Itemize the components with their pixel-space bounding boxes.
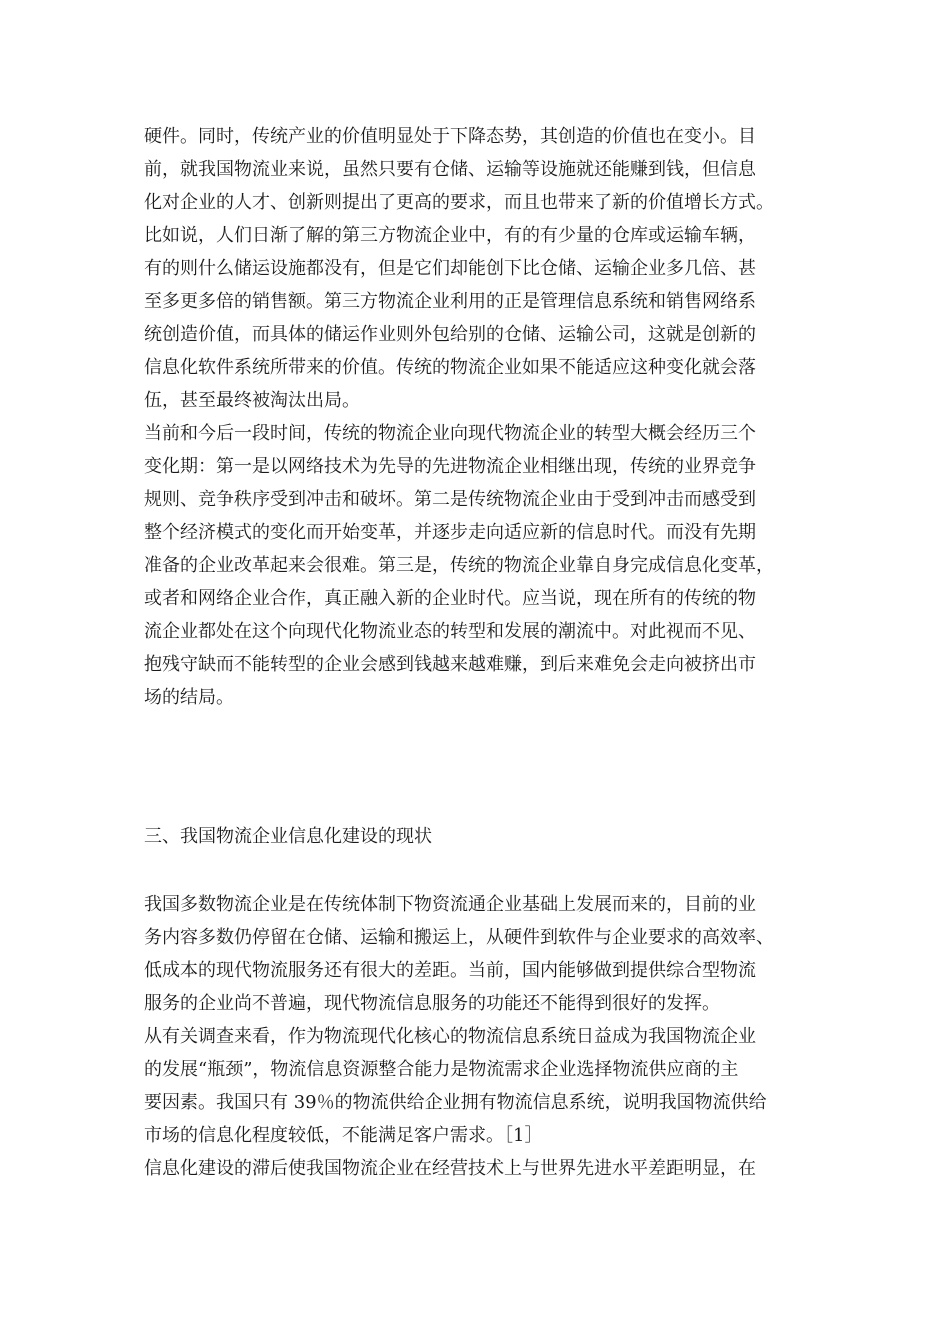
paragraph-block-2 (144, 888, 824, 1185)
text-line: 整个经济模式的变化而开始变革，并逐步走向适应新的信息时代。而没有先期 (144, 522, 756, 543)
text-line: 市场的信息化程度较低，不能满足客户需求。［1］ (144, 1125, 543, 1146)
text-line: 信息化建设的滞后使我国物流企业在经营技术上与世界先进水平差距明显，在 (144, 1158, 756, 1179)
text-line: 信息化软件系统所带来的价值。传统的物流企业如果不能适应这种变化就会落 (144, 357, 756, 378)
text-line: 或者和网络企业合作，真正融入新的企业时代。应当说，现在所有的传统的物 (144, 588, 756, 609)
text-line: 准备的企业改革起来会很难。第三是，传统的物流企业靠自身完成信息化变革， (144, 555, 774, 576)
text-line: 的发展“瓶颈”，物流信息资源整合能力是物流需求企业选择物流供应商的主 (144, 1059, 739, 1080)
text-line: 伍，甚至最终被淘汰出局。 (144, 390, 360, 411)
text-line: 至多更多倍的销售额。第三方物流企业利用的正是管理信息系统和销售网络系 (144, 291, 756, 312)
text-line: 务内容多数仍停留在仓储、运输和搬运上，从硬件到软件与企业要求的高效率、 (144, 927, 774, 948)
text-line: 流企业都处在这个向现代化物流业态的转型和发展的潮流中。对此视而不见、 (144, 621, 756, 642)
section-heading: 三、我国物流企业信息化建设的现状 (144, 826, 432, 847)
text-line: 抱残守缺而不能转型的企业会感到钱越来越难赚，到后来难免会走向被挤出市 (144, 654, 756, 675)
text-line: 要因素。我国只有 39％的物流供给企业拥有物流信息系统，说明我国物流供给 (144, 1092, 767, 1113)
text-line: 统创造价值，而具体的储运作业则外包给别的仓储、运输公司，这就是创新的 (144, 324, 756, 345)
text-line: 当前和今后一段时间，传统的物流企业向现代物流企业的转型大概会经历三个 (144, 423, 756, 444)
text-line: 硬件。同时，传统产业的价值明显处于下降态势，其创造的价值也在变小。目 (144, 126, 756, 147)
text-line: 低成本的现代物流服务还有很大的差距。当前，国内能够做到提供综合型物流 (144, 960, 756, 981)
text-line: 比如说，人们日渐了解的第三方物流企业中，有的有少量的仓库或运输车辆， (144, 225, 756, 246)
text-line: 有的则什么储运设施都没有，但是它们却能创下比仓储、运输企业多几倍、甚 (144, 258, 756, 279)
text-line: 服务的企业尚不普遍，现代物流信息服务的功能还不能得到很好的发挥。 (144, 993, 720, 1014)
text-line: 规则、竞争秩序受到冲击和破坏。第二是传统物流企业由于受到冲击而感受到 (144, 489, 756, 510)
text-line: 变化期：第一是以网络技术为先导的先进物流企业相继出现，传统的业界竞争 (144, 456, 756, 477)
text-line: 化对企业的人才、创新则提出了更高的要求，而且也带来了新的价值增长方式。 (144, 192, 774, 213)
text-line: 从有关调查来看，作为物流现代化核心的物流信息系统日益成为我国物流企业 (144, 1026, 756, 1047)
paragraph-block-1 (144, 120, 824, 714)
text-line: 场的结局。 (144, 687, 234, 708)
text-line: 我国多数物流企业是在传统体制下物资流通企业基础上发展而来的，目前的业 (144, 894, 756, 915)
text-line: 前，就我国物流业来说，虽然只要有仓储、运输等设施就还能赚到钱，但信息 (144, 159, 756, 180)
